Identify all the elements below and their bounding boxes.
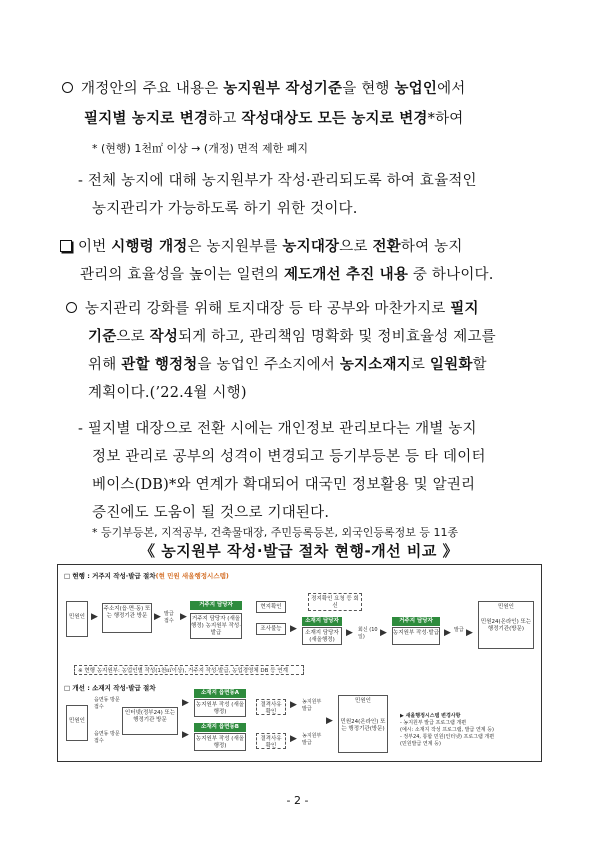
- resident-officer-tag: 거주지 담당자: [190, 601, 242, 610]
- return-label: 회신 (10일): [358, 627, 378, 640]
- resident-system-box: 거주지 담당자 (새올행정) 농지원부 작성·발급: [190, 613, 242, 639]
- arrow-icon: ▶: [444, 628, 451, 638]
- receipt-label: 발급 접수: [164, 611, 174, 624]
- arrow-icon: ▶: [91, 612, 98, 622]
- issue-label: 발급: [454, 627, 464, 633]
- arrow-icon: ▶: [182, 730, 189, 740]
- arrow-icon: ▶: [326, 716, 333, 726]
- current-section-label: □ 현행 : 거주지 작성·발급 절차(현 민원 새올행정시스템): [64, 572, 229, 580]
- page-number: - 2 -: [286, 794, 309, 807]
- arrow-icon: ▶: [346, 628, 353, 638]
- current-note-box: ※ 현행 농지원부: 농업인별 작성(1천㎡이상), 거주지 작성·발급, 농업경영체 DB 등 연계: [74, 665, 304, 675]
- footnote-databases: * 등기부등본, 지적공부, 건축물대장, 주민등록등본, 외국인등록정보 등 11종: [92, 526, 459, 539]
- circle-bullet-icon: [66, 302, 77, 313]
- system-change-note: ▶ 새올행정시스템 변경사항 - 농지원부 발급 프로그램 개편 (예시: 소재지 작성 프로그램, 발급 연계 등) - 정부24, 통합 민원(인터넷) 프로그램 개편 (민원발급 연계 등): [400, 713, 495, 747]
- location-system-b-box: 농지원부 작성 (새올행정): [194, 733, 246, 751]
- paragraph-decree-revision-line2: 관리의 효율성을 높이는 일련의 제도개선 추진 내용 중 하나이다.: [80, 267, 494, 283]
- location-system-box: 소재지 담당자 (새올행정): [302, 627, 342, 645]
- paragraph-purpose: - 전체 농지에 대해 농지원부가 작성·관리되도록 하여 효율적인: [78, 173, 477, 189]
- confirm-b-box: 결격사유 확인: [256, 733, 286, 749]
- footnote-area-limit: * (현행) 1천㎡ 이상 → (개정) 면적 제한 폐지: [92, 142, 308, 155]
- resident-issue-box: 농지원부 작성·발급: [392, 627, 440, 645]
- location-officer-a-tag: 소재지 읍면동A: [194, 689, 246, 698]
- arrow-icon: ▶: [290, 624, 297, 634]
- figure-title: 《 농지원부 작성·발급 절차 현행-개선 비교 》: [140, 542, 459, 560]
- confirm-a-box: 결격사유 확인: [256, 699, 286, 715]
- paragraph-main-content-line2: 필지별 농지로 변경하고 작성대상도 모든 농지로 변경*하여: [84, 111, 464, 127]
- issue-a-label: 농지원부 발급: [302, 699, 322, 712]
- paragraph-main-content: 개정안의 주요 내용은 농지원부 작성기준을 현행 농업인에서: [62, 74, 552, 104]
- paragraph-management-line2: 기준으로 작성되게 하고, 관리책임 명확화 및 정비효율성 제고를: [88, 329, 496, 345]
- arrow-icon: ▶: [182, 698, 189, 708]
- confirm-box: 현지확인: [256, 601, 286, 613]
- arrow-icon: ▶: [290, 734, 297, 744]
- procedure-comparison-figure: [57, 564, 542, 762]
- paragraph-expected-effect-line2: 정보 관리로 공부의 성격이 변경되고 등기부등본 등 타 데이터: [92, 449, 486, 465]
- improved-section-label: □ 개선 : 소재지 작성·발급 절차: [64, 684, 156, 692]
- circle-bullet-icon: [62, 82, 73, 93]
- paragraph-management: 농지관리 강화를 위해 토지대장 등 타 공부와 마찬가지로 필지: [66, 294, 556, 324]
- paragraph-expected-effect: - 필지별 대장으로 전환 시에는 개인정보 관리보다는 개별 농지: [78, 421, 477, 437]
- visit-label-b: 읍면동 방문 접수: [94, 731, 120, 744]
- improved-civil-office-box: 민원인 민원24(온라인) 또는 행정기관(방문): [338, 695, 388, 753]
- paragraph-decree-revision: 이번 시행령 개정은 농지원부를 농지대장으로 전환하여 농지: [60, 232, 550, 262]
- civil-office-box: 민원인 민원24(온라인) 또는 행정기관(방문): [478, 601, 534, 649]
- applicant-box: 민원인: [66, 601, 88, 637]
- arrow-icon: ▶: [290, 700, 297, 710]
- investigate-box: 조사불능: [256, 623, 286, 635]
- arrow-icon: ▶: [380, 628, 387, 638]
- paragraph-purpose-line2: 농지관리가 가능하도록 하기 위한 것이다.: [92, 201, 358, 217]
- location-officer-tag: 소재지 담당자: [302, 617, 342, 626]
- paragraph-management-line3: 위해 관할 행정청을 농업인 주소지에서 농지소재지로 일원화할: [88, 357, 487, 373]
- paragraph-management-line4: 계획이다.(’22.4월 시행): [88, 385, 247, 401]
- arrow-icon: ▶: [466, 628, 473, 638]
- paragraph-expected-effect-line3: 베이스(DB)*와 연계가 확대되어 대국민 정보활용 및 알권리: [92, 477, 476, 493]
- improved-applicant-box: 민원인: [66, 705, 88, 741]
- online-visit-box: 인터넷(정부24) 또는 행정기관 방문: [122, 707, 178, 735]
- square-bullet-icon: [60, 240, 72, 252]
- issue-b-label: 농지원부 발급: [302, 733, 322, 746]
- location-officer-b-tag: 소재지 읍면동B: [194, 723, 246, 732]
- visit-label-a: 읍면동 방문 접수: [94, 697, 120, 710]
- arrow-icon: ▶: [154, 612, 161, 622]
- arrow-icon: ▶: [180, 612, 187, 622]
- location-system-a-box: 농지원부 작성 (새올행정): [194, 699, 246, 717]
- resident-officer-tag-2: 거주지 담당자: [392, 617, 440, 626]
- mail-request-box: 정지확인 요청 등 회신: [308, 593, 362, 611]
- address-visit-box: 주소지(읍·면·동) 또는 행정기관 방문: [102, 603, 152, 633]
- paragraph-expected-effect-line4: 증진에도 도움이 될 것으로 기대된다.: [92, 505, 330, 521]
